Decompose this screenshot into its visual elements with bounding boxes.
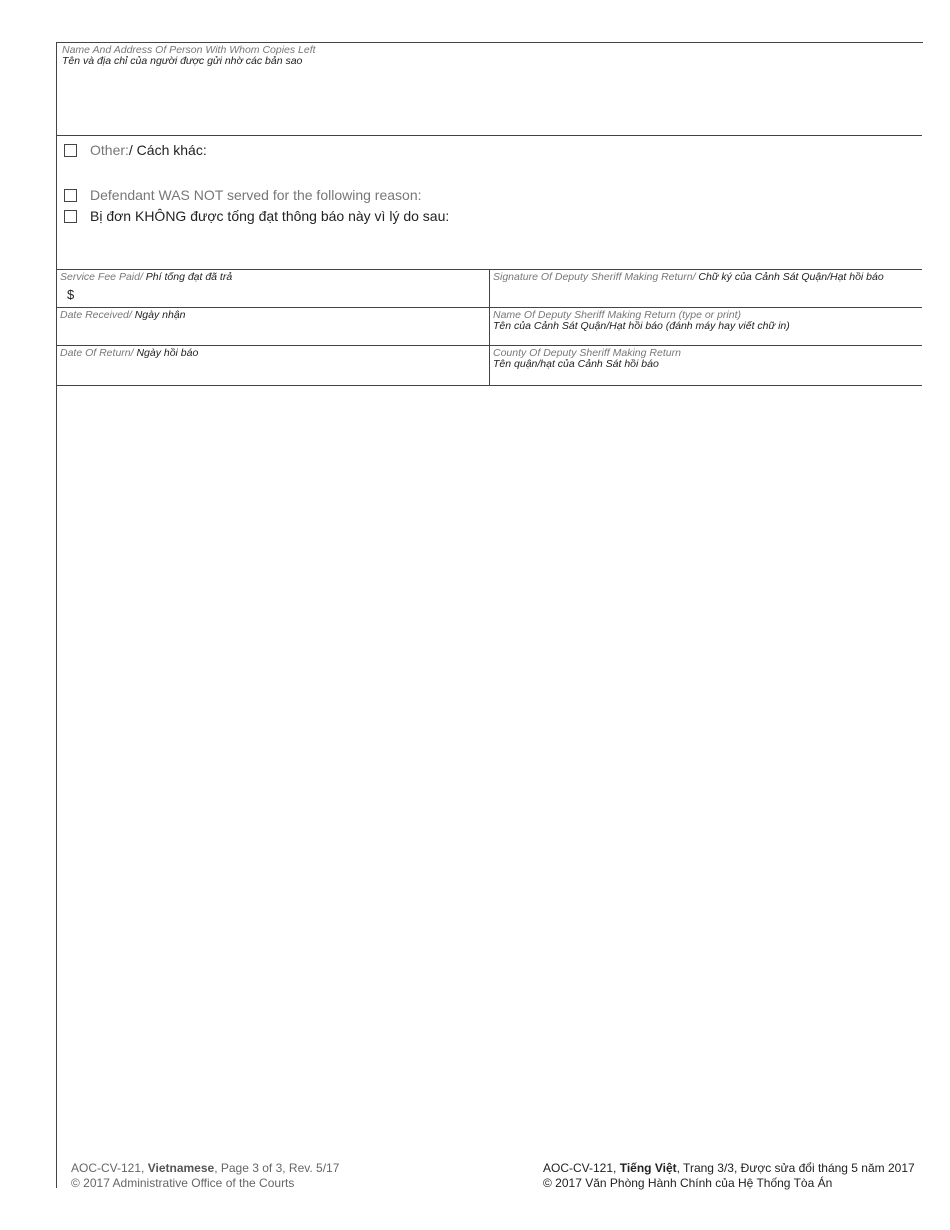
divider-fields-bottom [56,385,922,386]
form-top-border [56,42,923,43]
date-received-label [60,310,186,321]
service-fee-label-en: Service Fee Paid/ [60,271,143,283]
copies-left-label [62,45,316,67]
county-label [493,348,681,370]
deputy-name-label-en: Name Of Deputy Sheriff Making Return (type or print) [493,309,742,321]
copies-left-label-en: Name And Address Of Person With Whom Copies Left [62,44,316,56]
not-served-row-vi [64,208,449,224]
date-received-label-en: Date Received/ [60,309,132,321]
footer-left-language: Vietnamese [147,1161,215,1175]
form-left-border [56,42,57,1188]
signature-label [493,272,884,283]
fields-column-divider [489,269,490,385]
other-row [64,142,207,158]
not-served-label-vi: Bị đơn KHÔNG được tống đạt thông báo này vì lý do sau: [90,208,450,224]
copies-left-label-vi: Tên và địa chỉ của người được gửi nhờ các bản sao [62,55,303,67]
footer-left [71,1161,339,1191]
footer-right-line1 [543,1161,915,1176]
footer-left-line1 [71,1161,339,1176]
not-served-row-en [64,187,422,203]
county-label-en: County Of Deputy Sheriff Making Return [493,347,681,359]
service-fee-label-vi: Phí tống đạt đã trả [142,271,233,283]
signature-label-en: Signature Of Deputy Sheriff Making Return/ [493,271,696,283]
other-label-en: Other: [90,142,129,158]
footer-left-form-id: AOC-CV-121, [71,1161,148,1175]
other-checkbox[interactable] [64,144,77,157]
footer-right-copyright: © 2017 Văn Phòng Hành Chính của Hệ Thống Tòa Án [543,1176,833,1190]
date-of-return-label [60,348,198,359]
footer-right-form-id: AOC-CV-121, [543,1161,620,1175]
date-of-return-label-en: Date Of Return/ [60,347,134,359]
other-label-vi: / Cách khác: [128,142,207,158]
signature-label-vi: Chữ ký của Cảnh Sát Quận/Hạt hồi báo [695,271,884,283]
service-fee-label [60,272,232,283]
footer-right-page-info: , Trang 3/3, Được sửa đổi tháng 5 năm 2017 [676,1161,915,1175]
service-fee-currency: $ [67,287,75,302]
date-received-label-vi: Ngày nhận [131,309,186,321]
deputy-name-label-vi: Tên của Cảnh Sát Quận/Hạt hồi báo (đánh máy hay viết chữ in) [493,320,790,332]
not-served-checkbox-vi[interactable] [64,210,77,223]
footer-left-page-info: , Page 3 of 3, Rev. 5/17 [214,1161,340,1175]
divider-copies-left [56,135,922,136]
county-label-vi: Tên quận/hạt của Cảnh Sát hồi báo [493,358,659,370]
copies-left-input-area[interactable] [62,68,917,130]
footer-right [543,1161,915,1191]
footer-left-copyright: © 2017 Administrative Office of the Courts [71,1176,295,1190]
not-served-checkbox-en[interactable] [64,189,77,202]
not-served-label-en: Defendant WAS NOT served for the following reason: [90,187,422,203]
footer-right-language: Tiếng Việt [619,1161,677,1175]
date-of-return-label-vi: Ngày hồi báo [133,347,199,359]
deputy-name-label [493,310,790,332]
